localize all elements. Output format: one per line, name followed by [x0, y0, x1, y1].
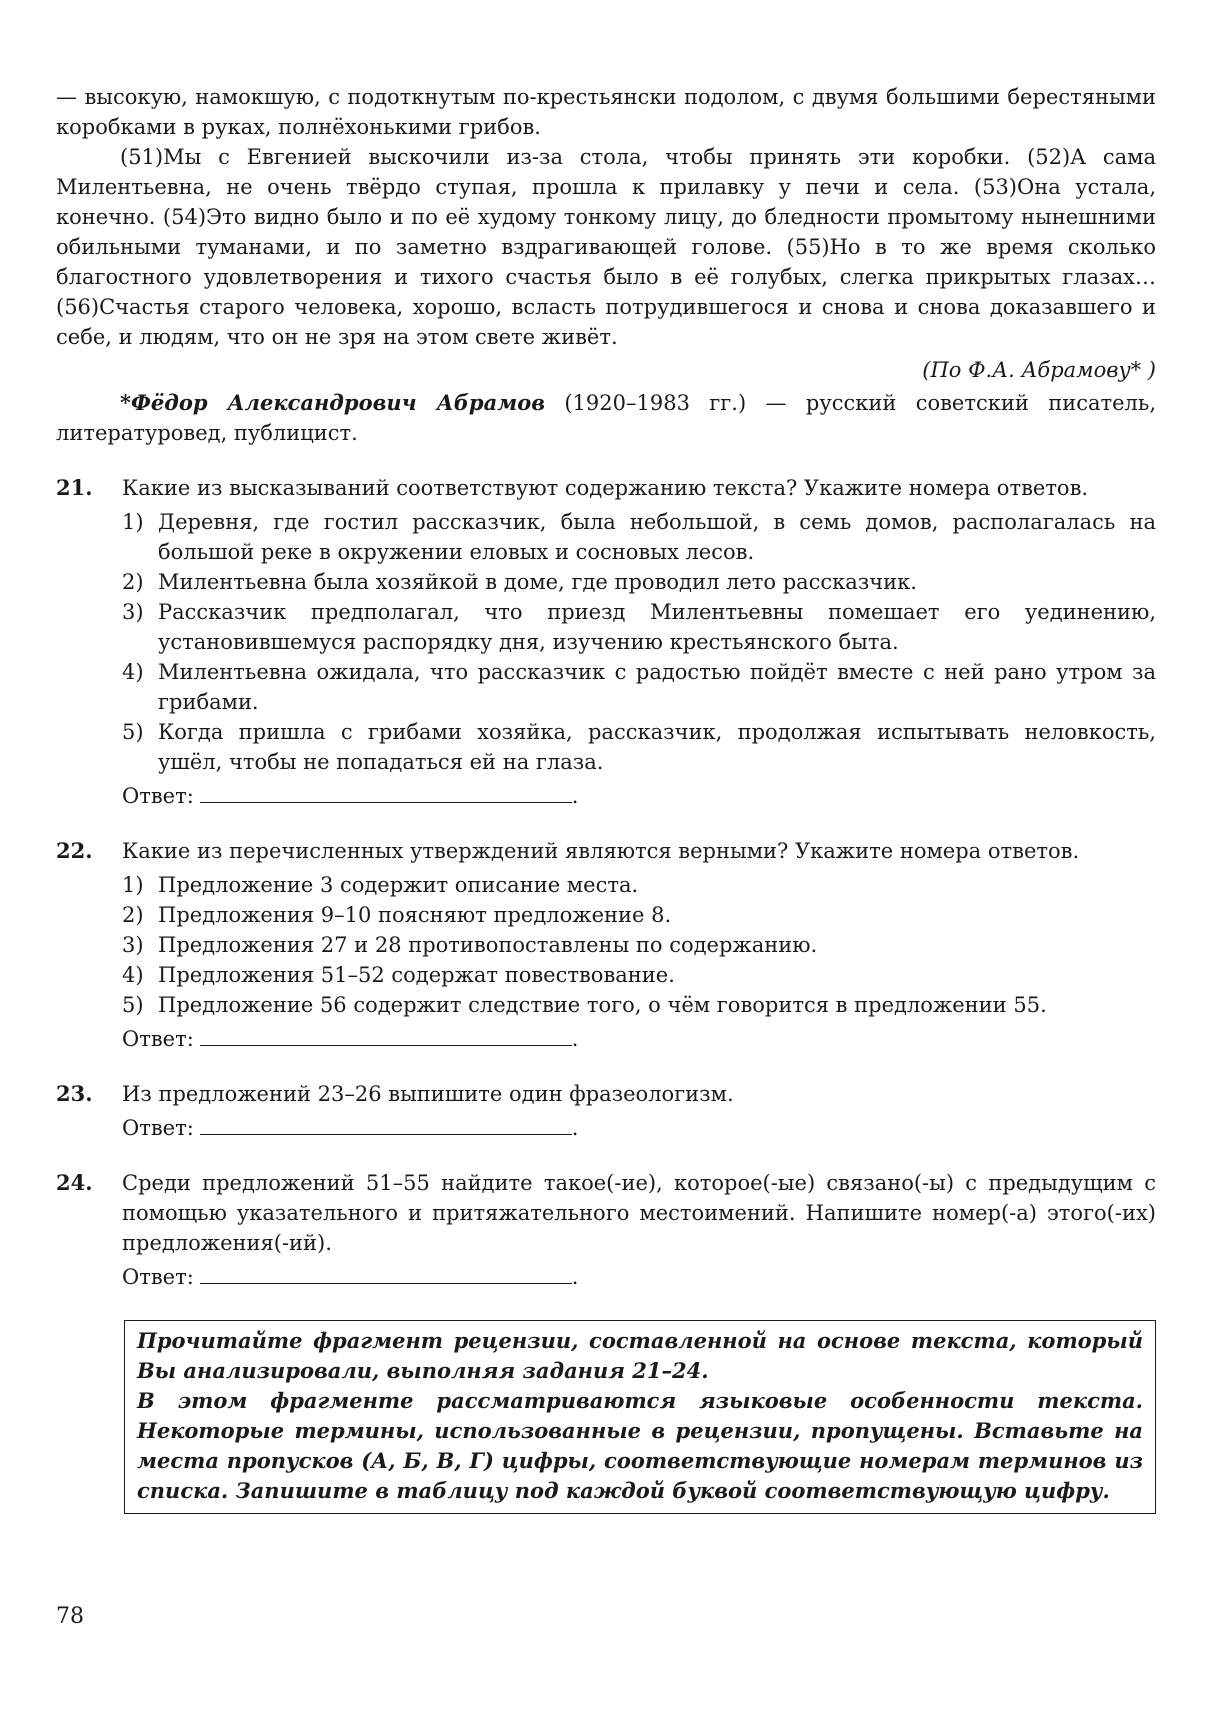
option-text: Предложение 56 содержит следствие того, о чём говорится в предложении 55. — [158, 993, 1047, 1017]
task-question: Среди предложений 51–55 найдите такое(-ие), которое(-ые) связано(-ы) с предыдущим с помощью указательного и притяжательного местоимений. Напишите номер(-а) этого(-их) предложения(-ий). — [122, 1171, 1156, 1255]
answer-label: Ответ: — [122, 1265, 194, 1289]
option-number: 5) — [122, 720, 144, 744]
answer-row: Ответ: . — [122, 1027, 579, 1051]
task-question: Какие из перечисленных утверждений являются верными? Укажите номера ответов. — [122, 839, 1080, 863]
option-item — [122, 960, 1156, 990]
page-number: 78 — [56, 1604, 84, 1629]
instruction-box — [124, 1320, 1156, 1514]
option-text: Когда пришла с грибами хозяйка, рассказчик, продолжая испытывать неловкость, ушёл, чтобы не попадаться ей на глаза. — [158, 720, 1156, 774]
option-text: Предложения 27 и 28 противопоставлены по содержанию. — [158, 933, 818, 957]
option-item — [122, 990, 1156, 1020]
task-number: 22. — [56, 838, 93, 863]
footnote-text: (1920–1983 гг.) — русский советский писатель, литературовед, публицист. — [56, 391, 1156, 445]
option-number: 5) — [122, 993, 144, 1017]
option-number: 3) — [122, 933, 144, 957]
task-question: Из предложений 23–26 выпишите один фразеологизм. — [122, 1082, 734, 1106]
option-text: Деревня, где гостил рассказчик, была небольшой, в семь домов, располагалась на большой реке в окружении еловых и сосновых лесов. — [158, 510, 1156, 564]
option-text: Предложения 51–52 содержат повествование. — [158, 963, 675, 987]
option-number: 1) — [122, 873, 144, 897]
paragraph-continuation: — высокую, намокшую, с подоткнутым по-крестьянски подолом, с двумя большими берестяными коробками в руках, полнёхонькими грибов. — [56, 85, 1156, 139]
task-question: Какие из высказываний соответствуют содержанию текста? Укажите номера ответов. — [122, 476, 1089, 500]
option-item — [122, 597, 1156, 657]
task-body — [122, 1079, 1156, 1143]
answer-field[interactable] — [200, 782, 572, 803]
task-number: 24. — [56, 1170, 93, 1195]
option-number: 2) — [122, 570, 144, 594]
task-number: 21. — [56, 475, 93, 500]
instruction-line-1: Прочитайте фрагмент рецензии, составленной на основе текста, который Вы анализировали, выполняя задания 21–24. — [137, 1328, 1143, 1383]
answer-field[interactable] — [200, 1114, 572, 1135]
option-item — [122, 717, 1156, 777]
answer-label: Ответ: — [122, 784, 194, 808]
task-number: 23. — [56, 1081, 93, 1106]
task-body — [122, 1168, 1156, 1292]
option-item — [122, 507, 1156, 567]
option-text: Милентьевна ожидала, что рассказчик с радостью пойдёт вместе с ней рано утром за грибами. — [158, 660, 1156, 714]
paragraph-51-56: (51)Мы с Евгенией выскочили из-за стола, чтобы принять эти коробки. (52)А сама Милентьевна, не очень твёрдо ступая, прошла к прилавку у печи и села. (53)Она устала, конечно. (54)Это видно было и по её худому тонкому лицу, до бледности промытому нынешними обильными туманами, и по заметно вздрагивающей голове. (55)Но в то же время сколько благостного удовлетворения и тихого счастья было в её голубых, слегка прикрытых глазах… (56)Счастья старого человека, хорошо, всласть потрудившегося и снова и снова доказавшего и себе, и людям, что он не зря на этом свете живёт. — [56, 145, 1156, 349]
answer-field[interactable] — [200, 1263, 572, 1284]
answer-label: Ответ: — [122, 1027, 194, 1051]
option-number: 3) — [122, 600, 144, 624]
option-item — [122, 567, 1156, 597]
page-content — [56, 82, 1156, 1514]
task-body — [122, 473, 1156, 811]
answer-row: Ответ: . — [122, 784, 579, 808]
option-text: Милентьевна была хозяйкой в доме, где проводил лето рассказчик. — [158, 570, 917, 594]
author-footnote — [56, 388, 1156, 448]
option-text: Предложение 3 содержит описание места. — [158, 873, 639, 897]
option-number: 2) — [122, 903, 144, 927]
source-attribution: (По Ф.А. Абрамову* ) — [922, 358, 1156, 382]
answer-label: Ответ: — [122, 1116, 194, 1140]
option-number: 4) — [122, 660, 144, 684]
option-item — [122, 657, 1156, 717]
option-item — [122, 900, 1156, 930]
task-22 — [56, 836, 1156, 1054]
option-number: 1) — [122, 510, 144, 534]
task-24 — [56, 1168, 1156, 1292]
task-23 — [56, 1079, 1156, 1143]
answer-field[interactable] — [200, 1025, 572, 1046]
option-text: Предложения 9–10 поясняют предложение 8. — [158, 903, 672, 927]
answer-row: Ответ: . — [122, 1265, 579, 1289]
option-number: 4) — [122, 963, 144, 987]
answer-row: Ответ: . — [122, 1116, 579, 1140]
instruction-line-2: В этом фрагменте рассматриваются языковые особенности текста. Некоторые термины, использованные в рецензии, пропущены. Вставьте на места пропусков (А, Б, В, Г) цифры, соответствующие номерам терминов из списка. Запишите в таблицу под каждой буквой соответствующую цифру. — [137, 1388, 1143, 1503]
option-text: Рассказчик предполагал, что приезд Милентьевны помешает его уединению, установившемуся распорядку дня, изучению крестьянского быта. — [158, 600, 1156, 654]
option-item — [122, 930, 1156, 960]
option-item — [122, 870, 1156, 900]
task-body — [122, 836, 1156, 1054]
task-21 — [56, 473, 1156, 811]
footnote-author-name: *Фёдор Александрович Абрамов — [120, 390, 545, 415]
